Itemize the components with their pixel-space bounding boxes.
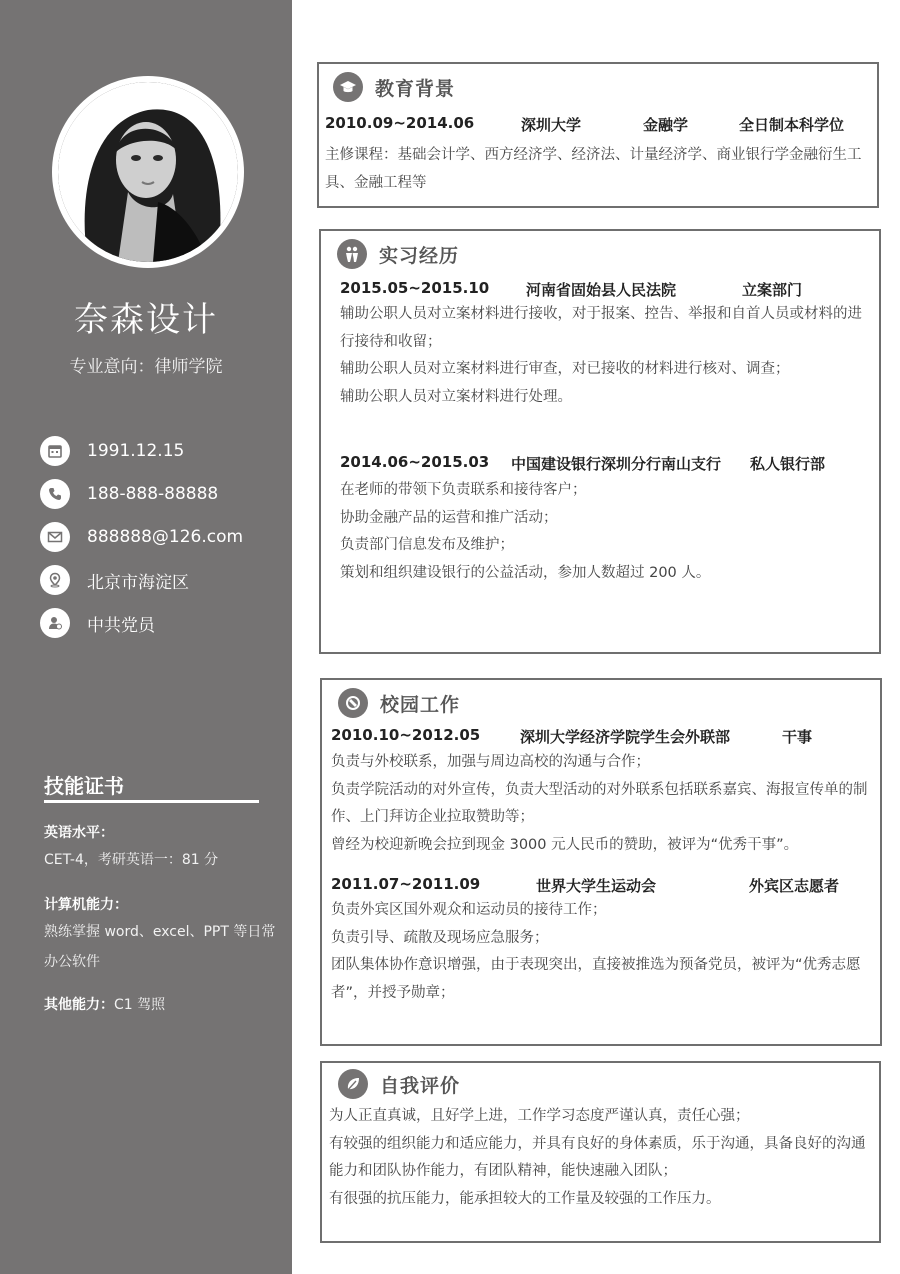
education-major: 金融学 xyxy=(643,116,689,134)
education-courses: 主修课程：基础会计学、西方经济学、经济法、计量经济学、商业银行学金融衍生工具、金融工程等 xyxy=(325,147,862,191)
mail-icon xyxy=(40,522,70,552)
internship-job-1-line-3: 辅助公职人员对立案材料进行处理。 xyxy=(340,388,572,405)
computer-text: 熟练掌握 word、excel、PPT 等日常办公软件 xyxy=(44,924,276,970)
campus-job-1-row xyxy=(331,726,871,748)
email-text: 888888@126.com xyxy=(87,527,244,547)
campus-job-2-line-1: 负责外宾区国外观众和运动员的接待工作； xyxy=(331,902,607,918)
campus-job-2-date: 2011.07~2011.09 xyxy=(331,875,481,893)
school-icon xyxy=(338,688,368,718)
internship-section xyxy=(319,229,881,654)
internship-job-1-row xyxy=(340,279,870,301)
campus-job-2-line-3: 团队集体协作意识增强，由于表现突出，直接被推选为预备党员，被评为“优秀志愿者”，并授予勋章； xyxy=(331,957,861,1001)
internship-job-1-line-1: 辅助公职人员对立案材料进行接收，对于报案、控告、举报和自首人员或材料的进行接待和收留； xyxy=(340,306,862,350)
education-date: 2010.09~2014.06 xyxy=(325,114,475,132)
campus-job-1-org: 深圳大学经济学院学生会外联部 xyxy=(520,728,731,746)
education-header xyxy=(333,72,455,102)
education-row xyxy=(325,114,865,136)
phone-text: 188-888-88888 xyxy=(87,484,219,504)
graduation-icon xyxy=(333,72,363,102)
avatar xyxy=(58,82,238,262)
campus-job-2-org: 世界大学生运动会 xyxy=(536,877,657,895)
self-eval-title: 自我评价 xyxy=(380,1074,461,1097)
party-text: 中共党员 xyxy=(87,615,155,636)
self-eval-line-2: 有较强的组织能力和适应能力，并具有良好的身体素质，乐于沟通，具备良好的沟通能力和团队协作能力，有团队精神，能快速融入团队； xyxy=(329,1135,866,1179)
campus-job-2-role: 外宾区志愿者 xyxy=(749,877,840,895)
campus-job-2-row xyxy=(331,875,871,897)
location-icon xyxy=(40,565,70,595)
internship-job-1-date: 2015.05~2015.10 xyxy=(340,279,490,297)
english-text: CET-4，考研英语一：81 分 xyxy=(44,852,219,868)
computer-label: 计算机能力： xyxy=(44,897,128,913)
campus-header xyxy=(338,688,460,718)
campus-job-1-line-2: 负责学院活动的对外宣传，负责大型活动的对外联系包括联系嘉宾、海报宣传单的制作、上门拜访企业拉取赞助等； xyxy=(331,781,868,825)
education-section xyxy=(317,62,879,208)
internship-title: 实习经历 xyxy=(379,244,460,267)
campus-job-1-line-3: 曾经为校迎新晚会拉到现金 3000 元人民币的赞助，被评为“优秀干事”。 xyxy=(331,836,799,853)
people-icon xyxy=(337,239,367,269)
self-eval-line-3: 有很强的抗压能力，能承担较大的工作量及较强的工作压力。 xyxy=(329,1190,721,1207)
other-text: C1 驾照 xyxy=(114,997,166,1013)
internship-job-2-line-1: 在老师的带领下负责联系和接待客户； xyxy=(340,482,587,498)
skills-title: 技能证书 xyxy=(44,774,124,798)
campus-title: 校园工作 xyxy=(380,693,461,716)
self-eval-desc xyxy=(329,1103,876,1213)
education-degree: 全日制本科学位 xyxy=(739,116,845,134)
internship-job-1-role: 立案部门 xyxy=(742,281,803,299)
contact-email xyxy=(40,522,280,552)
avatar-ring xyxy=(52,76,244,268)
contact-party xyxy=(40,608,280,638)
address-text: 北京市海淀区 xyxy=(87,572,189,593)
contact-address xyxy=(40,565,280,595)
birthday-text: 1991.12.15 xyxy=(87,441,185,461)
leaf-icon xyxy=(338,1069,368,1099)
campus-job-1-line-1: 负责与外校联系，加强与周边高校的沟通与合作； xyxy=(331,754,650,770)
internship-job-2-desc xyxy=(340,477,870,587)
party-icon xyxy=(40,608,70,638)
education-school: 深圳大学 xyxy=(521,116,582,134)
self-eval-line-1: 为人正直真诚，且好学上进，工作学习态度严谨认真，责任心强； xyxy=(329,1108,750,1124)
campus-section xyxy=(320,678,882,1046)
internship-job-2-role: 私人银行部 xyxy=(750,455,826,473)
internship-job-1-line-2: 辅助公职人员对立案材料进行审查，对已接收的材料进行核对、调查； xyxy=(340,361,790,377)
contact-birthday xyxy=(40,436,280,466)
english-label: 英语水平： xyxy=(44,825,114,841)
internship-job-2-org: 中国建设银行深圳分行南山支行 xyxy=(511,455,722,473)
internship-job-2-line-4: 策划和组织建设银行的公益活动，参加人数超过 200 人。 xyxy=(340,564,711,581)
calendar-icon xyxy=(40,436,70,466)
internship-header xyxy=(337,239,459,269)
phone-icon xyxy=(40,479,70,509)
campus-job-1-role: 干事 xyxy=(782,728,813,746)
self-eval-header xyxy=(338,1069,460,1099)
internship-job-2-line-2: 协助金融产品的运营和推广活动； xyxy=(340,509,558,526)
internship-job-1-org: 河南省固始县人民法院 xyxy=(526,281,677,299)
internship-job-2-date: 2014.06~2015.03 xyxy=(340,453,490,471)
internship-job-2-line-3: 负责部门信息发布及维护； xyxy=(340,537,514,553)
campus-job-2-desc xyxy=(331,897,877,1007)
candidate-name: 奈森设计 xyxy=(74,300,218,340)
internship-job-1-desc xyxy=(340,301,870,411)
other-label: 其他能力： xyxy=(44,997,114,1013)
career-intent: 专业意向：律师学院 xyxy=(69,357,223,377)
contact-phone xyxy=(40,479,280,509)
sidebar xyxy=(0,0,292,1274)
self-eval-section xyxy=(320,1061,881,1243)
education-title: 教育背景 xyxy=(375,77,456,100)
internship-job-2-row xyxy=(340,453,870,475)
other-skill-row xyxy=(44,994,165,1014)
campus-job-1-desc xyxy=(331,749,877,859)
campus-job-1-date: 2010.10~2012.05 xyxy=(331,726,481,744)
skills-divider xyxy=(44,800,259,803)
campus-job-2-line-2: 负责引导、疏散及现场应急服务； xyxy=(331,929,549,946)
